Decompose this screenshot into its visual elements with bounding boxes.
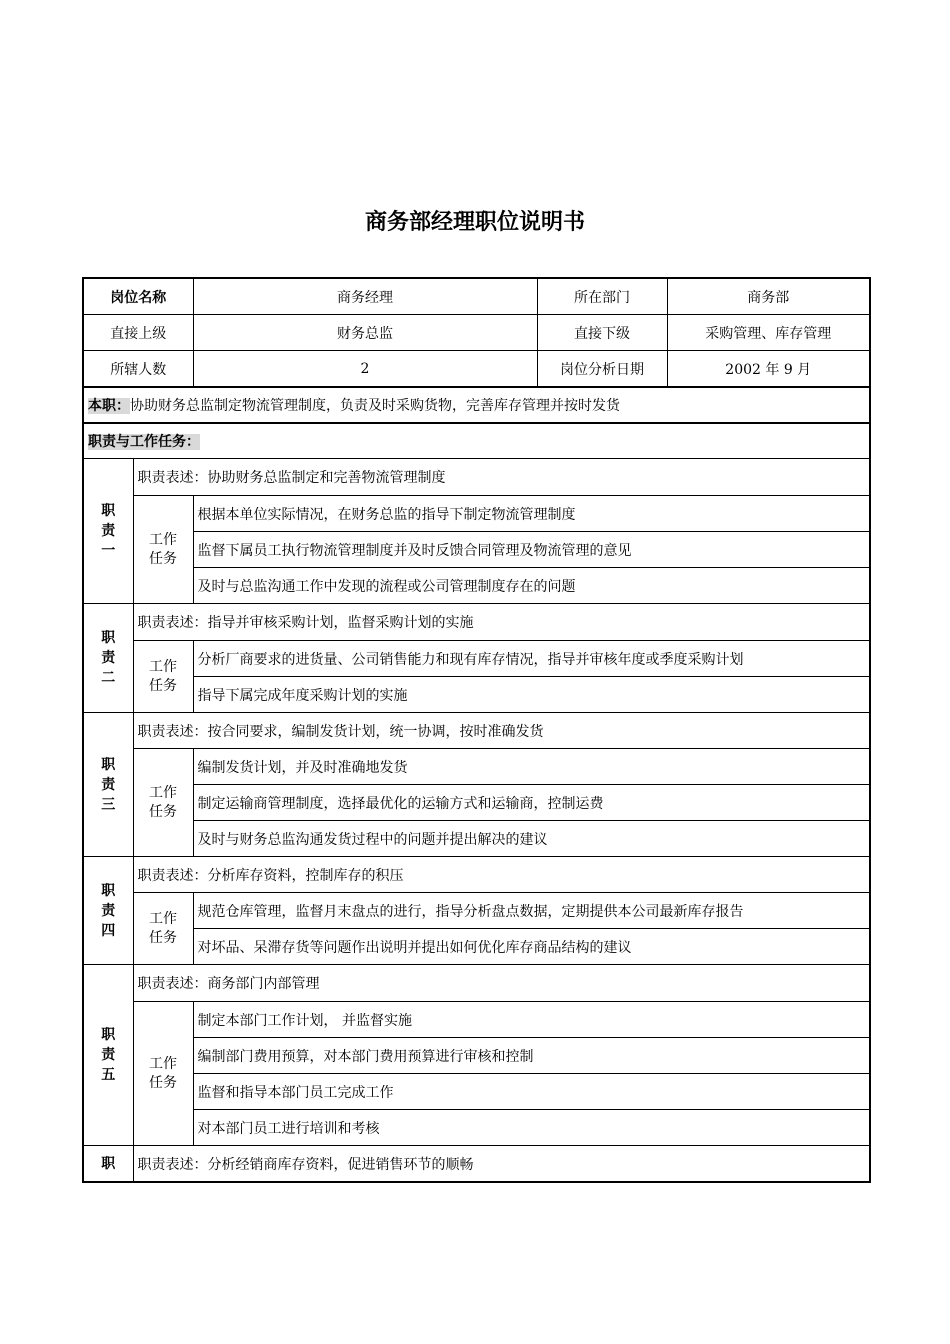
label-department: 所在部门 [537, 278, 667, 315]
core-duty-row [83, 387, 870, 423]
duty-3-task-label: 工作 任务 [133, 749, 193, 857]
header-row-headcount [83, 351, 870, 388]
value-direct-subordinate: 采购管理、库存管理 [667, 315, 870, 351]
task-row [83, 677, 870, 713]
duty-4-task-1: 规范仓库管理，监督月末盘点的进行，指导分析盘点数据，定期提供本公司最新库存报告 [193, 893, 870, 929]
duty-5-label: 职 责 五 [83, 965, 133, 1146]
duty-5-task-label: 工作 任务 [133, 1002, 193, 1146]
job-description-table [82, 277, 871, 1183]
duty-2-statement: 职责表述：指导并审核采购计划，监督采购计划的实施 [133, 604, 870, 641]
value-analysis-date: 2002 年 9 月 [667, 351, 870, 388]
duty-5-task-1: 制定本部门工作计划， 并监督实施 [193, 1002, 870, 1038]
task-row [83, 532, 870, 568]
task-row [83, 893, 870, 929]
duty-1-task-2: 监督下属员工执行物流管理制度并及时反馈合同管理及物流管理的意见 [193, 532, 870, 568]
task-row [83, 821, 870, 857]
duty-1-label: 职 责 一 [83, 459, 133, 604]
task-row [83, 1074, 870, 1110]
task-row [83, 929, 870, 965]
section-header [83, 423, 870, 459]
core-duty-label: 本职： [88, 398, 130, 414]
task-row [83, 749, 870, 785]
duty-5-task-4: 对本部门员工进行培训和考核 [193, 1110, 870, 1146]
duty-6-statement-row [83, 1146, 870, 1183]
duty-1-task-label: 工作 任务 [133, 496, 193, 604]
duty-3-task-2: 制定运输商管理制度，选择最优化的运输方式和运输商，控制运费 [193, 785, 870, 821]
duty-4-statement: 职责表述：分析库存资料，控制库存的积压 [133, 857, 870, 893]
duty-6-label: 职 [83, 1146, 133, 1183]
task-row [83, 641, 870, 677]
duty-4-task-2: 对坏品、呆滞存货等问题作出说明并提出如何优化库存商品结构的建议 [193, 929, 870, 965]
value-position-name: 商务经理 [193, 278, 537, 315]
duty-1-statement-row [83, 459, 870, 496]
value-headcount: 2 [193, 351, 537, 388]
label-headcount: 所辖人数 [83, 351, 193, 388]
duty-2-task-1: 分析厂商要求的进货量、公司销售能力和现有库存情况，指导并审核年度或季度采购计划 [193, 641, 870, 677]
duty-1-task-3: 及时与总监沟通工作中发现的流程或公司管理制度存在的问题 [193, 568, 870, 604]
task-row [83, 1002, 870, 1038]
label-direct-superior: 直接上级 [83, 315, 193, 351]
duty-2-label: 职 责 二 [83, 604, 133, 713]
label-direct-subordinate: 直接下级 [537, 315, 667, 351]
duty-3-task-1: 编制发货计划，并及时准确地发货 [193, 749, 870, 785]
core-duty [83, 387, 870, 423]
task-row [83, 785, 870, 821]
duty-2-task-label: 工作 任务 [133, 641, 193, 713]
duty-4-statement-row [83, 857, 870, 893]
duty-3-statement: 职责表述：按合同要求，编制发货计划，统一协调，按时准确发货 [133, 713, 870, 749]
duty-3-task-3: 及时与财务总监沟通发货过程中的问题并提出解决的建议 [193, 821, 870, 857]
task-row [83, 1038, 870, 1074]
duty-1-task-1: 根据本单位实际情况，在财务总监的指导下制定物流管理制度 [193, 496, 870, 532]
task-row [83, 568, 870, 604]
core-duty-text: 协助财务总监制定物流管理制度，负责及时采购货物，完善库存管理并按时发货 [130, 398, 620, 414]
label-position-name: 岗位名称 [83, 278, 193, 315]
section-row [83, 423, 870, 459]
duty-1-statement: 职责表述：协助财务总监制定和完善物流管理制度 [133, 459, 870, 496]
duty-6-statement: 职责表述：分析经销商库存资料，促进销售环节的顺畅 [133, 1146, 870, 1183]
duty-5-statement: 职责表述：商务部门内部管理 [133, 965, 870, 1002]
task-row [83, 496, 870, 532]
header-row-position [83, 278, 870, 315]
page-title: 商务部经理职位说明书 [364, 210, 585, 235]
label-analysis-date: 岗位分析日期 [537, 351, 667, 388]
duty-5-task-3: 监督和指导本部门员工完成工作 [193, 1074, 870, 1110]
duty-2-statement-row [83, 604, 870, 641]
duty-4-task-label: 工作 任务 [133, 893, 193, 965]
duty-5-statement-row [83, 965, 870, 1002]
header-row-superior [83, 315, 870, 351]
value-department: 商务部 [667, 278, 870, 315]
duty-5-task-2: 编制部门费用预算，对本部门费用预算进行审核和控制 [193, 1038, 870, 1074]
duty-2-task-2: 指导下属完成年度采购计划的实施 [193, 677, 870, 713]
task-row [83, 1110, 870, 1146]
duty-3-label: 职 责 三 [83, 713, 133, 857]
value-direct-superior: 财务总监 [193, 315, 537, 351]
section-label: 职责与工作任务： [88, 434, 200, 450]
duty-3-statement-row [83, 713, 870, 749]
duty-4-label: 职 责 四 [83, 857, 133, 965]
